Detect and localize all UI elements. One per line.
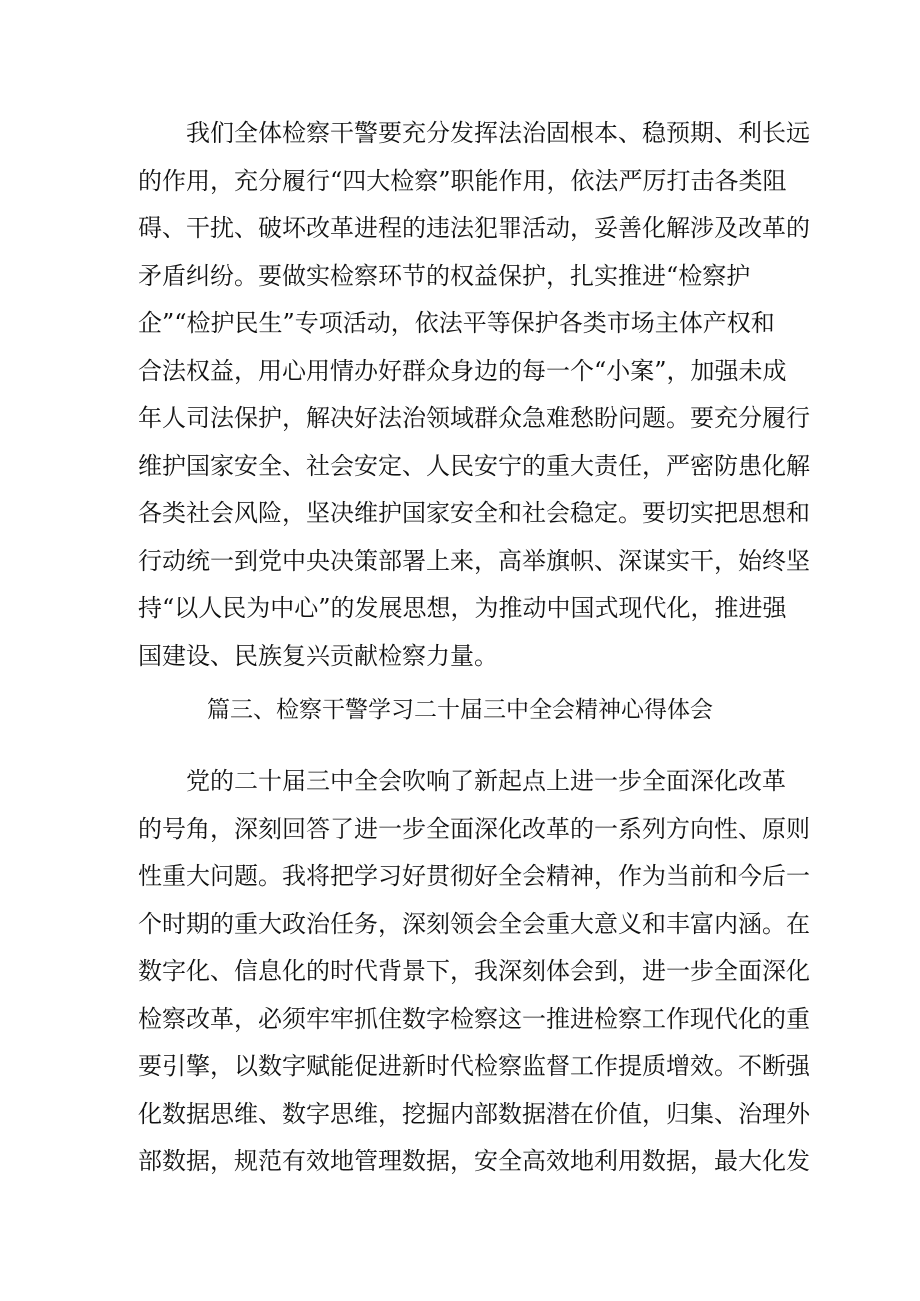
paragraph-line: 行动统一到党中央决策部署上来，高举旗帜、深谋实干，始终坚 <box>138 546 810 575</box>
paragraph-line: 持“以人民为中心”的发展思想，为推动中国式现代化，推进强 <box>138 594 787 622</box>
paragraph-line: 数字化、信息化的时代背景下，我深刻体会到，进一步全面深化 <box>138 957 810 985</box>
paragraph-line: 党的二十届三中全会吹响了新起点上进一步全面深化改革 <box>186 767 786 795</box>
paragraph-line: 的号角，深刻回答了进一步全面深化改革的一系列方向性、原则 <box>138 814 810 843</box>
paragraph-line: 我们全体检察干警要充分发挥法治固根本、稳预期、利长远 <box>186 119 810 147</box>
paragraph-line: 矛盾纠纷。要做实检察环节的权益保护，扎实推进“检察护 <box>138 261 751 290</box>
paragraph-line: 国建设、民族复兴贡献检察力量。 <box>138 641 498 670</box>
paragraph-line: 的作用，充分履行“四大检察”职能作用，依法严厉打击各类阻 <box>138 166 787 195</box>
paragraph-line: 检察改革，必须牢牢抓住数字检察这一推进检察工作现代化的重 <box>138 1004 810 1033</box>
paragraph-line: 维护国家安全、社会安定、人民安宁的重大责任，严密防患化解 <box>138 451 810 480</box>
paragraph-line: 合法权益，用心用情办好群众身边的每一个“小案”，加强未成 <box>138 356 787 385</box>
paragraph-line: 部数据，规范有效地管理数据，安全高效地利用数据，最大化发 <box>138 1147 810 1175</box>
paragraph-line: 各类社会风险，坚决维护国家安全和社会稳定。要切实把思想和 <box>138 499 810 527</box>
paragraph-line: 要引擎，以数字赋能促进新时代检察监督工作提质增效。不断强 <box>138 1052 810 1080</box>
paragraph-line: 化数据思维、数字思维，挖掘内部数据潜在价值，归集、治理外 <box>138 1099 810 1128</box>
paragraph-line: 个时期的重大政治任务，深刻领会全会重大意义和丰富内涵。在 <box>138 909 810 938</box>
paragraph-1 <box>138 110 810 680</box>
paragraph-line: 年人司法保护，解决好法治领域群众急难愁盼问题。要充分履行 <box>138 404 810 432</box>
section-heading: 篇三、检察干警学习二十届三中全会精神心得体会 <box>207 697 713 723</box>
paragraph-line: 性重大问题。我将把学习好贯彻好全会精神，作为当前和今后一 <box>138 862 810 890</box>
paragraph-line: 企”“检护民生”专项活动，依法平等保护各类市场主体产权和 <box>138 309 775 337</box>
paragraph-2 <box>138 758 810 1186</box>
paragraph-line: 碍、干扰、破坏改革进程的违法犯罪活动，妥善化解涉及改革的 <box>138 214 810 242</box>
